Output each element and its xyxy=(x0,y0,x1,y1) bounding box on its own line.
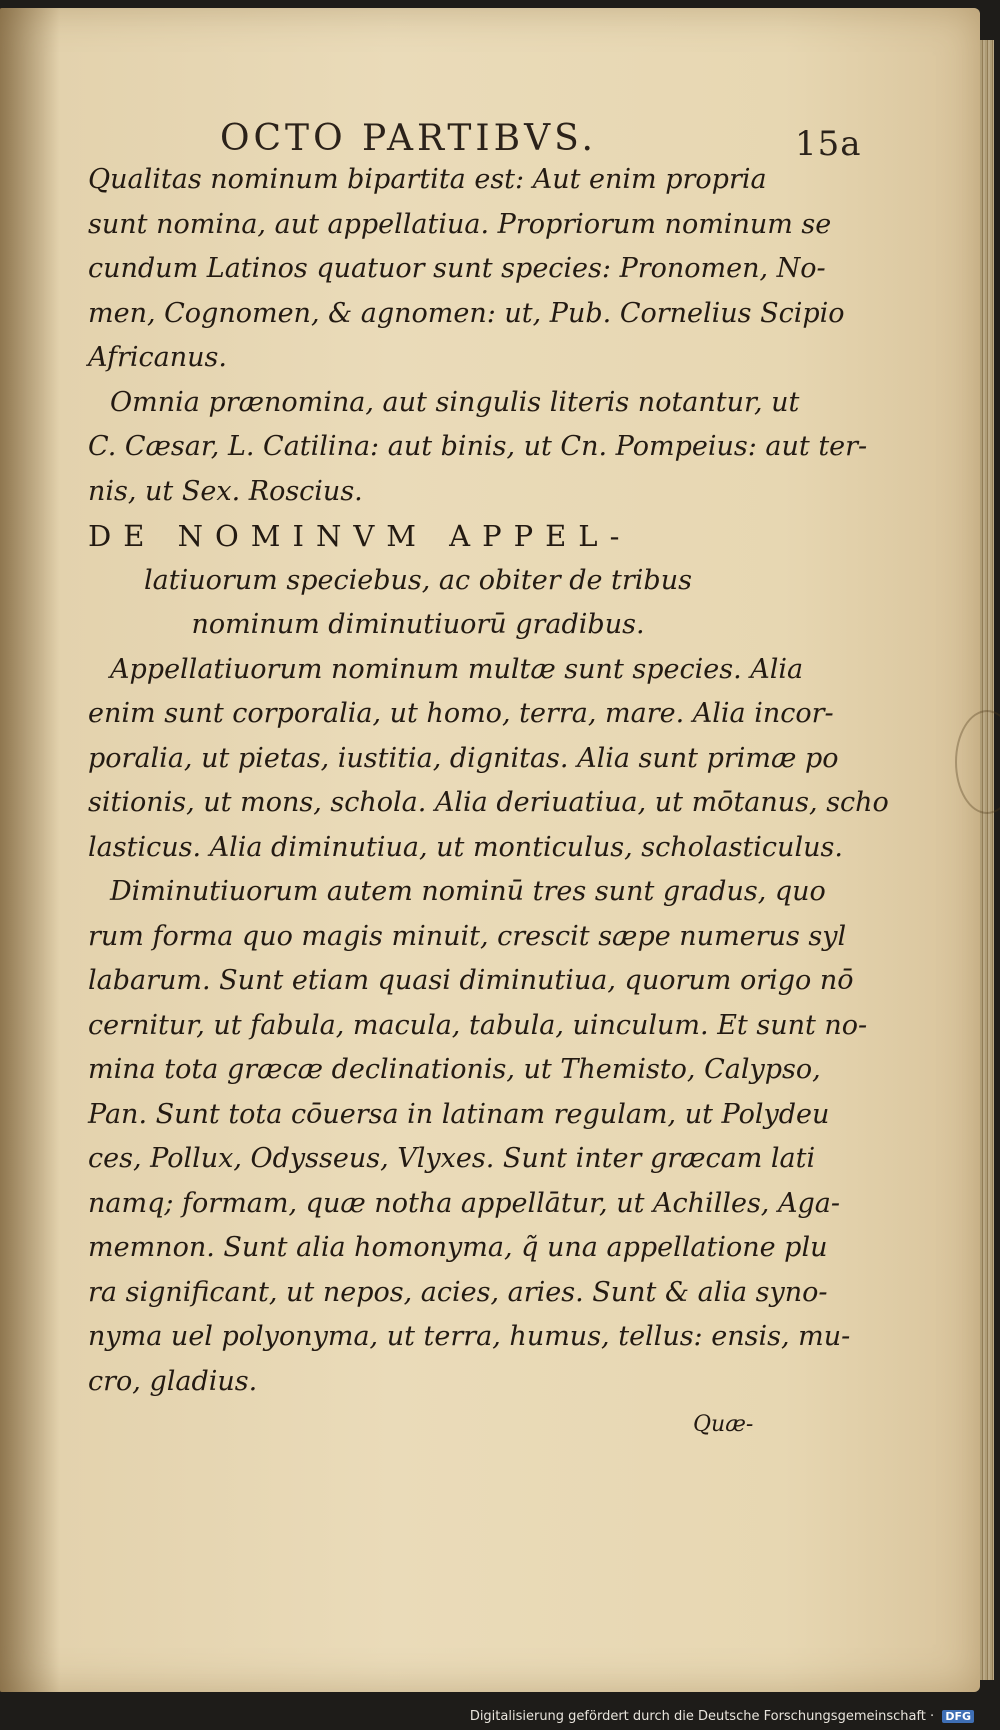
catchword: Quæ- xyxy=(693,1412,754,1437)
text-line: cro, gladius. xyxy=(88,1365,258,1397)
text-line: cernitur, ut fabula, macula, tabula, uinculum. Et sunt no- xyxy=(88,1009,868,1041)
text-line: ces, Pollux, Odysseus, Vlyxes. Sunt inter græcam lati xyxy=(88,1143,816,1174)
credit-text: Digitalisierung gefördert durch die Deutsche Forschungsgemeinschaft · xyxy=(469,1709,935,1724)
text-line: ra significant, ut nepos, acies, aries. Sunt & alia syno- xyxy=(88,1276,828,1308)
dfg-logo: DFG xyxy=(942,1710,974,1723)
text-line: poralia, ut pietas, iustitia, dignitas. Alia sunt primæ po xyxy=(88,742,839,774)
digitization-credit xyxy=(470,1709,974,1724)
page-text xyxy=(88,158,889,1404)
text-line: Africanus. xyxy=(88,342,227,373)
text-line: Pan. Sunt tota cōuersa in latinam regulam, ut Polydeu xyxy=(88,1098,830,1130)
text-line: Omnia prænomina, aut singulis literis notantur, ut xyxy=(110,386,800,418)
section-subheading: latiuorum speciebus, ac obiter de tribus xyxy=(144,564,692,596)
text-line: cundum Latinos quatuor sunt species: Pronomen, No- xyxy=(88,253,826,284)
text-line: men, Cognomen, & agnomen: ut, Pub. Cornelius Scipio xyxy=(88,297,845,329)
text-line: mina tota græcæ declinationis, ut Themisto, Calypso, xyxy=(88,1054,821,1085)
text-line: enim sunt corporalia, ut homo, terra, mare. Alia incor- xyxy=(88,698,834,729)
text-line: memnon. Sunt alia homonyma, q̃ una appellatione plu xyxy=(88,1232,828,1263)
page-edges xyxy=(980,40,994,1680)
text-line: sunt nomina, aut appellatiua. Propriorum nominum se xyxy=(88,208,832,240)
text-line: rum forma quo magis minuit, crescit sæpe numerus syl xyxy=(88,920,847,952)
text-line: nyma uel polyonyma, ut terra, humus, tellus: ensis, mu- xyxy=(88,1321,851,1352)
text-line: C. Cæsar, L. Catilina: aut binis, ut Cn. Pompeius: aut ter- xyxy=(88,431,868,462)
section-subheading: nominum diminutiuorū gradibus. xyxy=(191,609,645,640)
text-line: nis, ut Sex. Roscius. xyxy=(88,475,363,507)
text-line: labarum. Sunt etiam quasi diminutiua, quorum origo nō xyxy=(88,965,854,996)
text-line: Appellatiuorum nominum multæ sunt species. Alia xyxy=(110,653,804,685)
section-heading: DE NOMINVM APPEL- xyxy=(88,519,632,553)
text-line: sitionis, ut mons, schola. Alia deriuatiua, ut mōtanus, scho xyxy=(88,787,889,818)
text-line: Qualitas nominum bipartita est: Aut enim propria xyxy=(88,164,767,195)
running-head-title: OCTO PARTIBVS. xyxy=(220,118,597,159)
text-line: lasticus. Alia diminutiua, ut monticulus, scholasticulus. xyxy=(88,831,843,863)
gutter-shadow xyxy=(0,8,60,1692)
text-line: Diminutiuorum autem nominū tres sunt gradus, quo xyxy=(110,876,826,907)
folio-number: 15a xyxy=(795,124,862,164)
text-line: namq; formam, quæ notha appellātur, ut Achilles, Aga- xyxy=(88,1187,840,1219)
